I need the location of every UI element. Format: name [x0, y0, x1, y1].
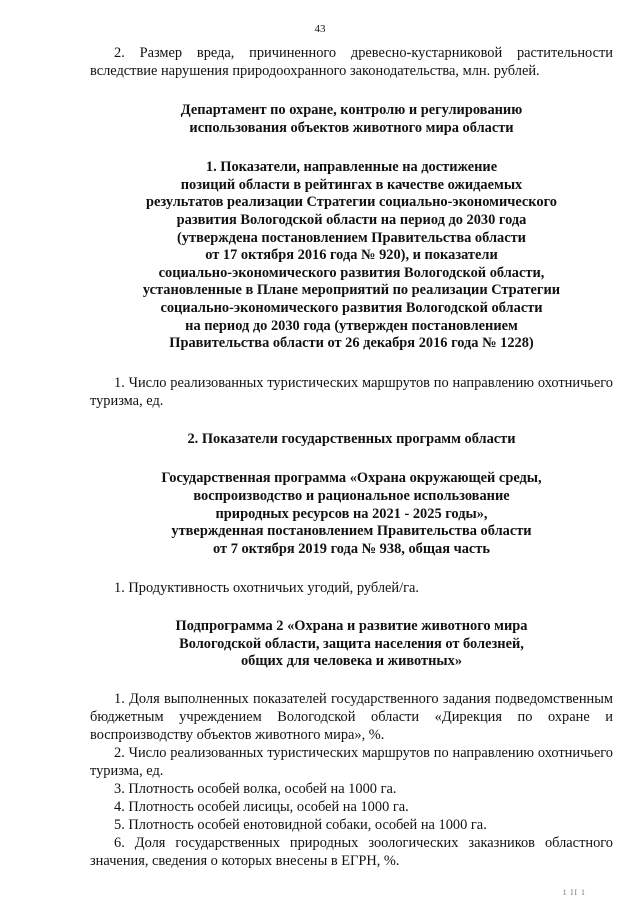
- page-content: [90, 44, 613, 870]
- list-item: 1. Доля выполненных показателей государственного задания подведомственным бюджетным учреждением Вологодской области «Дирекция по охране и воспроизводству объектов животного мира», %.: [90, 691, 613, 744]
- list-item: 5. Плотность особей енотовидной собаки, особей на 1000 га.: [114, 817, 487, 834]
- section1-list: [90, 374, 613, 410]
- subprogram-heading: Подпрограмма 2 «Охрана и развитие животного мира Вологодской области, защита населения от болезней, общих для человека и животных»: [175, 618, 528, 670]
- section1-heading: 1. Показатели, направленные на достижение позиций области в рейтингах в качестве ожидаемых результатов реализации Стратегии социально-экономического развития Вологодской области на период до 2030 года (утверждена постановлением Правительства области от 17 октября 2016 года № 920), и показатели социально-экономического развития Вологодской области, установленные в Плане мероприятий по реализации Стратегии социально-экономического развития Вологодской области на период до 2030 года (утвержден постановлением Правительства области от 26 декабря 2016 года № 1228): [142, 159, 561, 352]
- department-heading: Департамент по охране, контролю и регулированию использования объектов животного мира области: [180, 102, 523, 136]
- list-item: 3. Плотность особей волка, особей на 1000 га.: [114, 781, 397, 798]
- program-heading: Государственная программа «Охрана окружающей среды, воспроизводство и рациональное использование природных ресурсов на 2021 - 2025 годы», утвержденная постановлением Правительства области от 7 октября 2019 года № 938, общая часть: [161, 470, 542, 557]
- page-number: 43: [314, 23, 326, 35]
- document-stamp: 1 II 1: [562, 888, 586, 897]
- subprogram-list: [90, 690, 613, 870]
- section2-heading: 2. Показатели государственных программ области: [187, 430, 516, 447]
- list-item: 1. Число реализованных туристических маршрутов по направлению охотничьего туризма, ед.: [90, 374, 613, 409]
- intro-paragraph: 2. Размер вреда, причиненного древесно-кустарниковой растительности вследствие нарушения природоохранного законодательства, млн. рублей.: [90, 45, 613, 79]
- list-item: 1. Продуктивность охотничьих угодий, рублей/га.: [114, 580, 419, 597]
- list-item: 2. Число реализованных туристических маршрутов по направлению охотничьего туризма, ед.: [90, 745, 613, 780]
- list-item: 4. Плотность особей лисицы, особей на 1000 га.: [114, 799, 409, 816]
- program-list: [90, 579, 613, 597]
- list-item: 6. Доля государственных природных зоологических заказников областного значения, сведения о которых внесены в ЕГРН, %.: [90, 835, 613, 870]
